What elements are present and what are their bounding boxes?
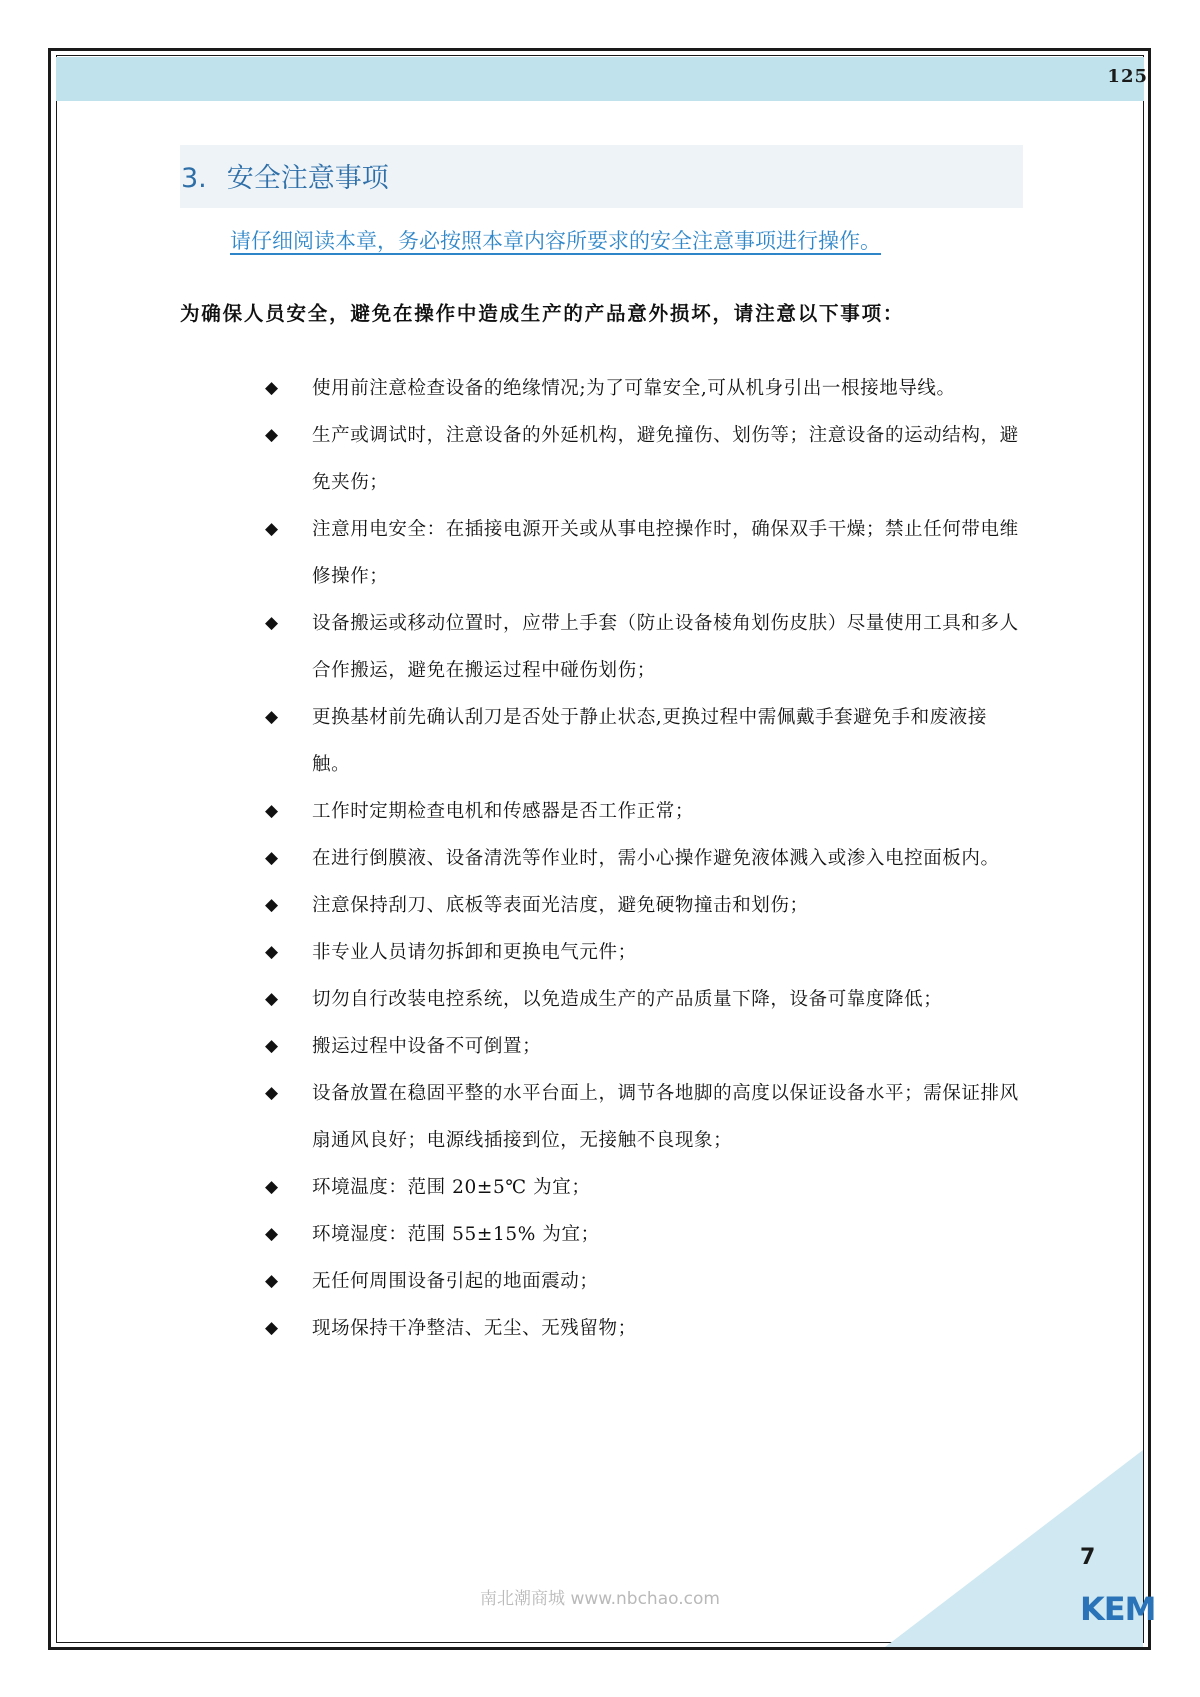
diamond-bullet-icon: ◆	[265, 519, 279, 539]
safety-item	[265, 1305, 1025, 1352]
safety-item-text: 注意保持刮刀、底板等表面光洁度，避免硬物撞击和划伤；	[312, 895, 809, 916]
safety-item	[265, 976, 1025, 1023]
safety-item-text: 现场保持干净整洁、无尘、无残留物；	[312, 1318, 637, 1339]
intro-text: 为确保人员安全，避免在操作中造成生产的产品意外损坏，请注意以下事项：	[180, 302, 905, 325]
section-number: 3.	[181, 163, 207, 194]
safety-item	[265, 365, 1025, 412]
safety-item-text: 环境温度：范围 20±5℃ 为宜；	[312, 1177, 591, 1198]
diamond-bullet-icon: ◆	[265, 989, 279, 1009]
safety-item-text: 环境湿度：范围 55±15% 为宜；	[312, 1224, 600, 1245]
section-title	[181, 156, 389, 195]
safety-item	[265, 1258, 1025, 1305]
safety-item-text: 使用前注意检查设备的绝缘情况;为了可靠安全,可从机身引出一根接地导线。	[312, 378, 956, 399]
safety-item-text: 更换基材前先确认刮刀是否处于静止状态,更换过程中需佩戴手套避免手和废液接触。	[312, 707, 987, 775]
safety-item	[265, 412, 1025, 506]
section-title-text: 安全注意事项	[226, 163, 389, 194]
diamond-bullet-icon: ◆	[265, 1177, 279, 1197]
diamond-bullet-icon: ◆	[265, 1036, 279, 1056]
safety-item	[265, 835, 1025, 882]
diamond-bullet-icon: ◆	[265, 378, 279, 398]
safety-item	[265, 1164, 1025, 1211]
brand-logo: KEM	[1080, 1590, 1156, 1628]
safety-list	[265, 365, 1025, 1352]
safety-item-text: 工作时定期检查电机和传感器是否工作正常；	[312, 801, 695, 822]
safety-item-text: 注意用电安全：在插接电源开关或从事电控操作时，确保双手干燥；禁止任何带电维修操作；	[312, 519, 1019, 587]
diamond-bullet-icon: ◆	[265, 942, 279, 962]
safety-item-text: 设备放置在稳固平整的水平台面上，调节各地脚的高度以保证设备水平；需保证排风扇通风良好；电源线插接到位，无接触不良现象；	[312, 1083, 1019, 1151]
safety-item-text: 搬运过程中设备不可倒置；	[312, 1036, 542, 1057]
header-page-ref: 125	[1107, 66, 1148, 87]
safety-item-text: 无任何周围设备引起的地面震动；	[312, 1271, 599, 1292]
diamond-bullet-icon: ◆	[265, 801, 279, 821]
diamond-bullet-icon: ◆	[265, 1083, 279, 1103]
safety-item	[265, 600, 1025, 694]
diamond-bullet-icon: ◆	[265, 707, 279, 727]
diamond-bullet-icon: ◆	[265, 1318, 279, 1338]
header-band	[56, 57, 1144, 101]
diamond-bullet-icon: ◆	[265, 613, 279, 633]
safety-item-text: 设备搬运或移动位置时，应带上手套（防止设备棱角划伤皮肤）尽量使用工具和多人合作搬运，避免在搬运过程中碰伤划伤；	[312, 613, 1019, 681]
diamond-bullet-icon: ◆	[265, 425, 279, 445]
reading-notice: 请仔细阅读本章，务必按照本章内容所要求的安全注意事项进行操作。	[230, 229, 881, 253]
safety-item	[265, 1023, 1025, 1070]
safety-item	[265, 1211, 1025, 1258]
diamond-bullet-icon: ◆	[265, 848, 279, 868]
safety-item-text: 非专业人员请勿拆卸和更换电气元件；	[312, 942, 637, 963]
safety-item	[265, 929, 1025, 976]
safety-item	[265, 694, 1025, 788]
safety-item	[265, 506, 1025, 600]
diamond-bullet-icon: ◆	[265, 1271, 279, 1291]
diamond-bullet-icon: ◆	[265, 895, 279, 915]
safety-item-text: 切勿自行改装电控系统，以免造成生产的产品质量下降，设备可靠度降低；	[312, 989, 943, 1010]
safety-item-text: 生产或调试时，注意设备的外延机构，避免撞伤、划伤等；注意设备的运动结构，避免夹伤；	[312, 425, 1019, 493]
safety-item	[265, 882, 1025, 929]
safety-item-text: 在进行倒膜液、设备清洗等作业时，需小心操作避免液体溅入或渗入电控面板内。	[312, 848, 1000, 869]
watermark: 南北潮商城 www.nbchao.com	[480, 1589, 720, 1609]
page-number: 7	[1080, 1545, 1096, 1570]
safety-item	[265, 1070, 1025, 1164]
safety-item	[265, 788, 1025, 835]
diamond-bullet-icon: ◆	[265, 1224, 279, 1244]
